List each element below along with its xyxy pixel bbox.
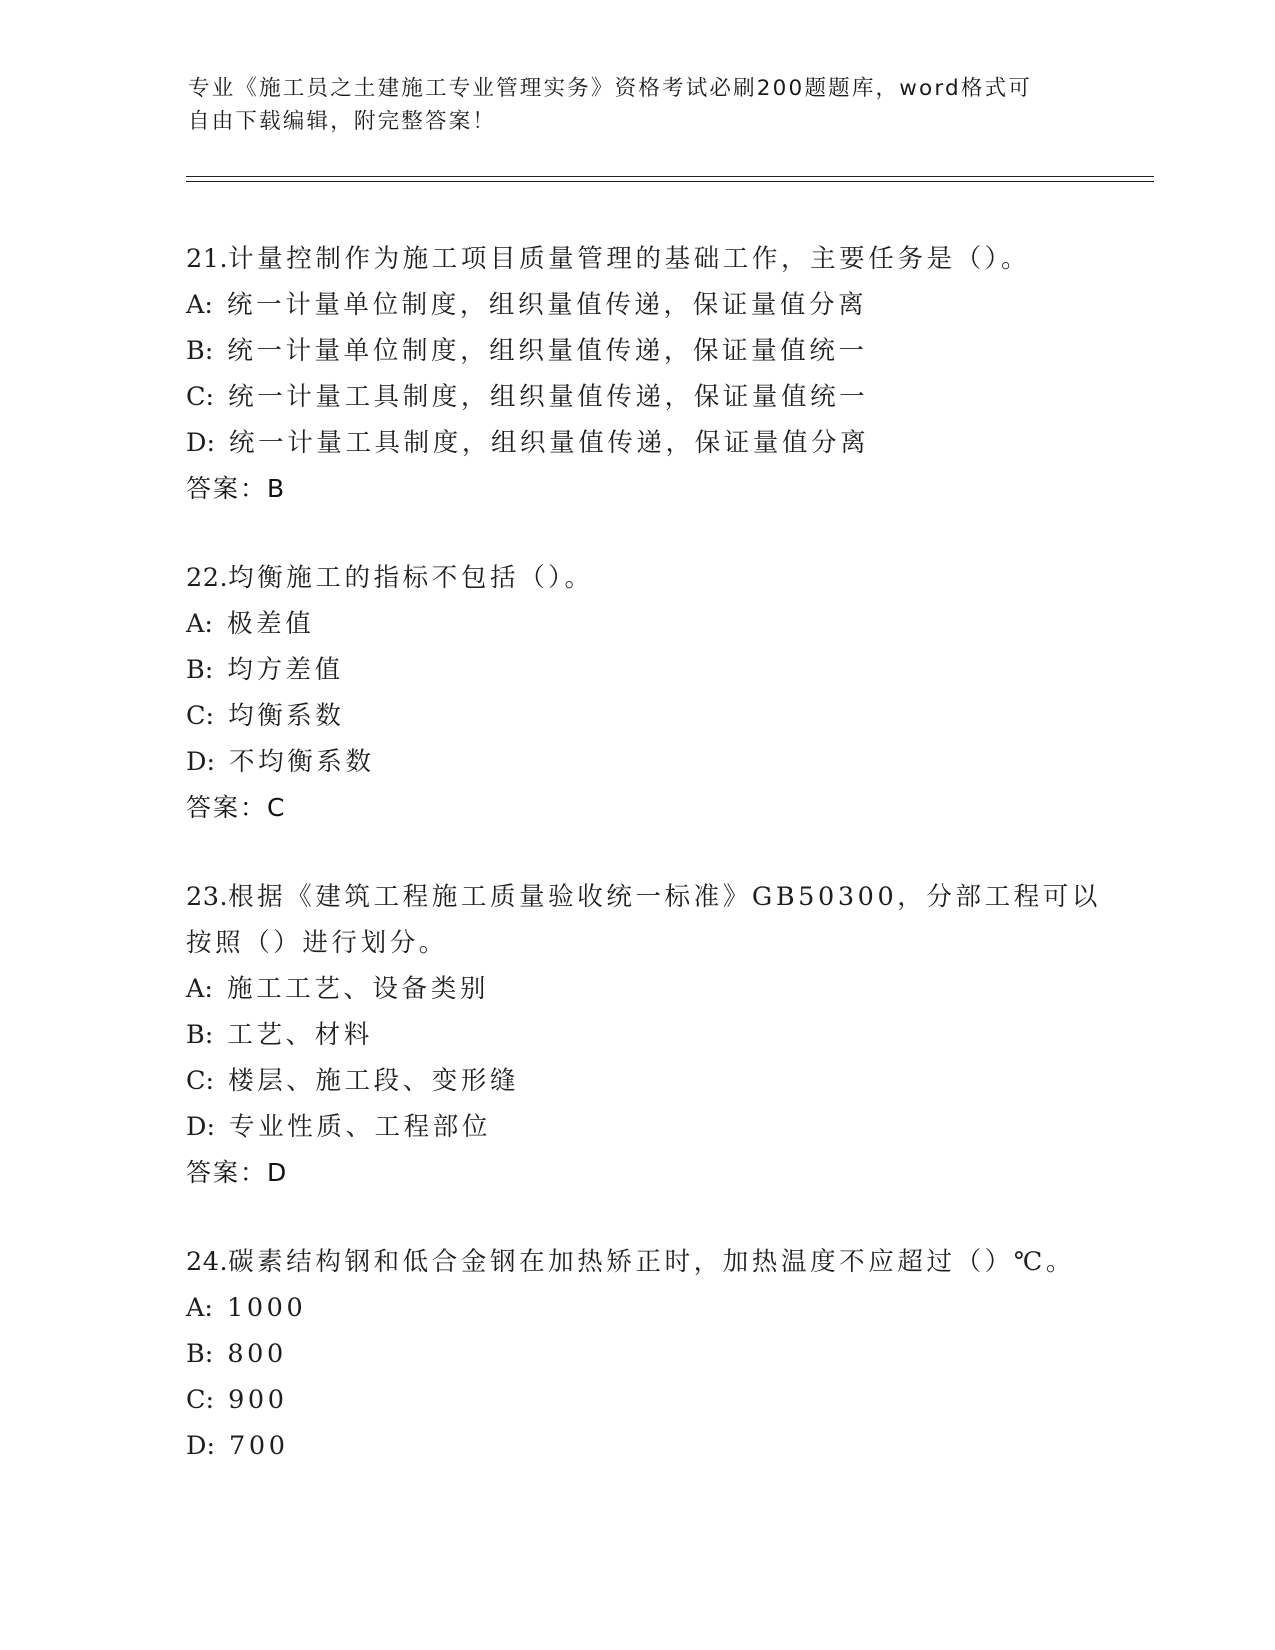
question-21 — [186, 236, 1146, 512]
header-line-1: 专业《施工员之土建施工专业管理实务》资格考试必刷200题题库，word格式可 — [188, 76, 1032, 101]
option-key: C: — [186, 701, 215, 731]
option-text: 楼层、施工段、变形缝 — [228, 1066, 520, 1096]
answer-line: 答案：D — [186, 1158, 289, 1187]
option-c — [186, 1058, 1146, 1104]
question-number: 22. — [186, 563, 229, 593]
option-key: B: — [186, 655, 214, 685]
option-d — [186, 420, 1146, 466]
option-key: D: — [186, 1112, 216, 1142]
option-d — [186, 1104, 1146, 1150]
option-d — [186, 1423, 1146, 1469]
question-title — [186, 555, 1146, 601]
question-number: 23. — [186, 882, 229, 912]
option-text: 1000 — [227, 1293, 307, 1323]
option-key: D: — [186, 428, 216, 458]
option-a — [186, 601, 1146, 647]
question-22 — [186, 555, 1146, 831]
question-title — [186, 874, 1146, 920]
option-a — [186, 966, 1146, 1012]
option-text: 专业性质、工程部位 — [229, 1112, 491, 1142]
question-number: 21. — [186, 244, 229, 274]
option-key: B: — [186, 336, 214, 366]
option-text: 900 — [228, 1385, 288, 1415]
question-text: 根据《建筑工程施工质量验收统一标准》GB50300，分部工程可以 — [228, 882, 1101, 912]
option-key: B: — [186, 1020, 214, 1050]
option-b — [186, 1012, 1146, 1058]
option-text: 统一计量工具制度，组织量值传递，保证量值统一 — [228, 382, 869, 412]
option-text: 极差值 — [227, 609, 315, 639]
answer-line: 答案：B — [186, 474, 287, 503]
option-text: 均衡系数 — [228, 701, 345, 731]
option-c — [186, 693, 1146, 739]
question-text: 均衡施工的指标不包括（）。 — [228, 563, 594, 593]
option-text: 不均衡系数 — [229, 747, 375, 777]
header-divider — [186, 176, 1154, 182]
question-title — [186, 1239, 1146, 1285]
option-text: 施工工艺、设备类别 — [227, 974, 489, 1004]
option-text: 700 — [229, 1431, 289, 1461]
option-d — [186, 739, 1146, 785]
option-c — [186, 1377, 1146, 1423]
option-key: A: — [186, 290, 214, 320]
question-text-continued: 按照（）进行划分。 — [186, 928, 448, 958]
question-list — [186, 236, 1146, 1512]
option-key: D: — [186, 1431, 216, 1461]
option-text: 统一计量单位制度，组织量值传递，保证量值分离 — [227, 290, 868, 320]
question-text: 计量控制作为施工项目质量管理的基础工作，主要任务是（）。 — [228, 244, 1031, 274]
option-text: 统一计量单位制度，组织量值传递，保证量值统一 — [227, 336, 868, 366]
option-key: B: — [186, 1339, 214, 1369]
question-text: 碳素结构钢和低合金钢在加热矫正时，加热温度不应超过（）℃。 — [228, 1247, 1075, 1277]
option-text: 统一计量工具制度，组织量值传递，保证量值分离 — [229, 428, 870, 458]
option-key: C: — [186, 1066, 215, 1096]
question-number: 24. — [186, 1247, 229, 1277]
option-key: C: — [186, 382, 215, 412]
option-c — [186, 374, 1146, 420]
question-24 — [186, 1239, 1146, 1469]
option-key: A: — [186, 974, 214, 1004]
option-text: 工艺、材料 — [227, 1020, 373, 1050]
option-text: 均方差值 — [227, 655, 344, 685]
option-a — [186, 1285, 1146, 1331]
document-header — [188, 72, 1088, 138]
option-b — [186, 1331, 1146, 1377]
option-key: C: — [186, 1385, 215, 1415]
option-a — [186, 282, 1146, 328]
option-b — [186, 647, 1146, 693]
answer-line: 答案：C — [186, 793, 287, 822]
option-b — [186, 328, 1146, 374]
header-line-2: 自由下载编辑，附完整答案！ — [188, 109, 497, 134]
option-key: A: — [186, 1293, 214, 1323]
option-key: D: — [186, 747, 216, 777]
option-key: A: — [186, 609, 214, 639]
option-text: 800 — [227, 1339, 287, 1369]
question-title — [186, 236, 1146, 282]
question-23 — [186, 874, 1146, 1196]
